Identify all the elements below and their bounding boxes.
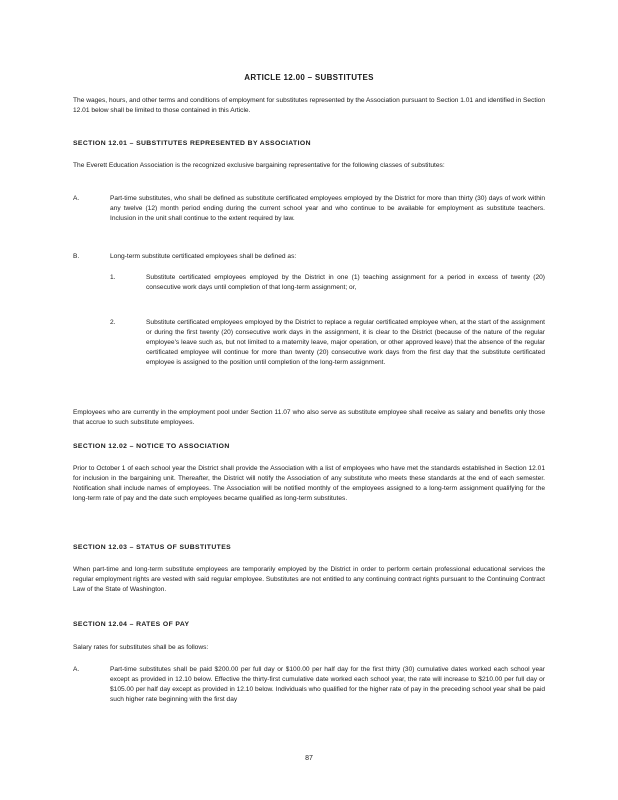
page-number: 87 xyxy=(305,755,313,762)
section-12-03-heading: SECTION 12.03 – STATUS OF SUBSTITUTES xyxy=(73,544,232,551)
item-text: Part-time substitutes, who shall be defined as substitute certificated employees employed by the District for more than thirty (30) days of work within any twelve (12) month period ending during the current school year and who continue to be available for employment as substitute teachers. Inclusion in the unit shall continue to the extent required by law. xyxy=(110,195,545,222)
section-12-02-heading: SECTION 12.02 – NOTICE TO ASSOCIATION xyxy=(73,443,230,450)
section-12-01-heading: SECTION 12.01 – SUBSTITUTES REPRESENTED BY ASSOCIATION xyxy=(73,140,311,147)
item-text: Substitute certificated employees employed by the District to replace a regular certificated employee when, at the start of the assignment or during the first twenty (20) consecutive work days in the assignment, it is clear to the District (because of the nature of the regular employee's leave such as, but not limited to a maternity leave, major operation, or other approved leave) that the absence of the regular certificated employee will continue for more than twenty (20) consecutive work days from the first day that the substitute certificated employee is assigned to the position until completion of the long-term assignment. xyxy=(146,319,545,366)
section-12-02-text: Prior to October 1 of each school year the District shall provide the Association with a list of employees who have met the standards established in Section 12.01 for inclusion in the bargaining unit. Thereafter, the District will notify the Association of any substitute who meets these standards at the end of each semester. Notification shall include names of employees. The Association will be notified monthly of the employees assigned to a long-term assignment qualifying for the long-term rate of pay and the date such employees became qualified as long-term substitutes. xyxy=(73,465,545,502)
section-12-04-heading: SECTION 12.04 – RATES OF PAY xyxy=(73,621,190,628)
item-marker: A. xyxy=(73,666,80,673)
item-marker: B. xyxy=(73,253,80,260)
item-marker: A. xyxy=(73,195,80,202)
item-text: Substitute certificated employees employed by the District in one (1) teaching assignment for a period in excess of twenty (20) consecutive work days until completion of that long-term assignment; or, xyxy=(146,274,545,291)
section-12-01-intro: The Everett Education Association is the recognized exclusive bargaining representative for the following classes of substitutes: xyxy=(73,162,445,169)
section-12-03-text: When part-time and long-term substitute employees are temporarily employed by the District in order to perform certain professional educational services the regular employment rights are vested with said regular employee. Substitutes are not entitled to any continuing contract rights pursuant to the Continuing Contract Law of the State of Washington. xyxy=(73,566,545,593)
section-12-04-intro: Salary rates for substitutes shall be as follows: xyxy=(73,644,209,651)
article-intro-paragraph: The wages, hours, and other terms and conditions of employment for substitutes represented by the Association pursuant to Section 1.01 and identified in Section 12.01 below shall be limited to those contained in this Article. xyxy=(73,97,545,114)
item-marker: 2. xyxy=(110,319,116,326)
item-text: Long-term substitute certificated employees shall be defined as: xyxy=(110,253,297,260)
article-title: ARTICLE 12.00 – SUBSTITUTES xyxy=(244,73,374,82)
item-marker: 1. xyxy=(110,274,116,281)
section-12-01-closing: Employees who are currently in the employment pool under Section 11.07 who also serve as substitute employee shall receive as salary and benefits only those that accrue to such substitute employees. xyxy=(73,409,545,426)
item-text: Part-time substitutes shall be paid $200.00 per full day or $100.00 per half day for the first thirty (30) cumulative dates worked each school year except as provided in 12.10 below. Effective the thirty-first cumulative date worked each school year, the rate will increase to $210.00 per full day or $105.00 per half day except as provided in 12.10 below. Individuals who qualified for the higher rate of pay in the preceding school year shall be paid such higher rate beginning with the first day xyxy=(110,666,545,703)
